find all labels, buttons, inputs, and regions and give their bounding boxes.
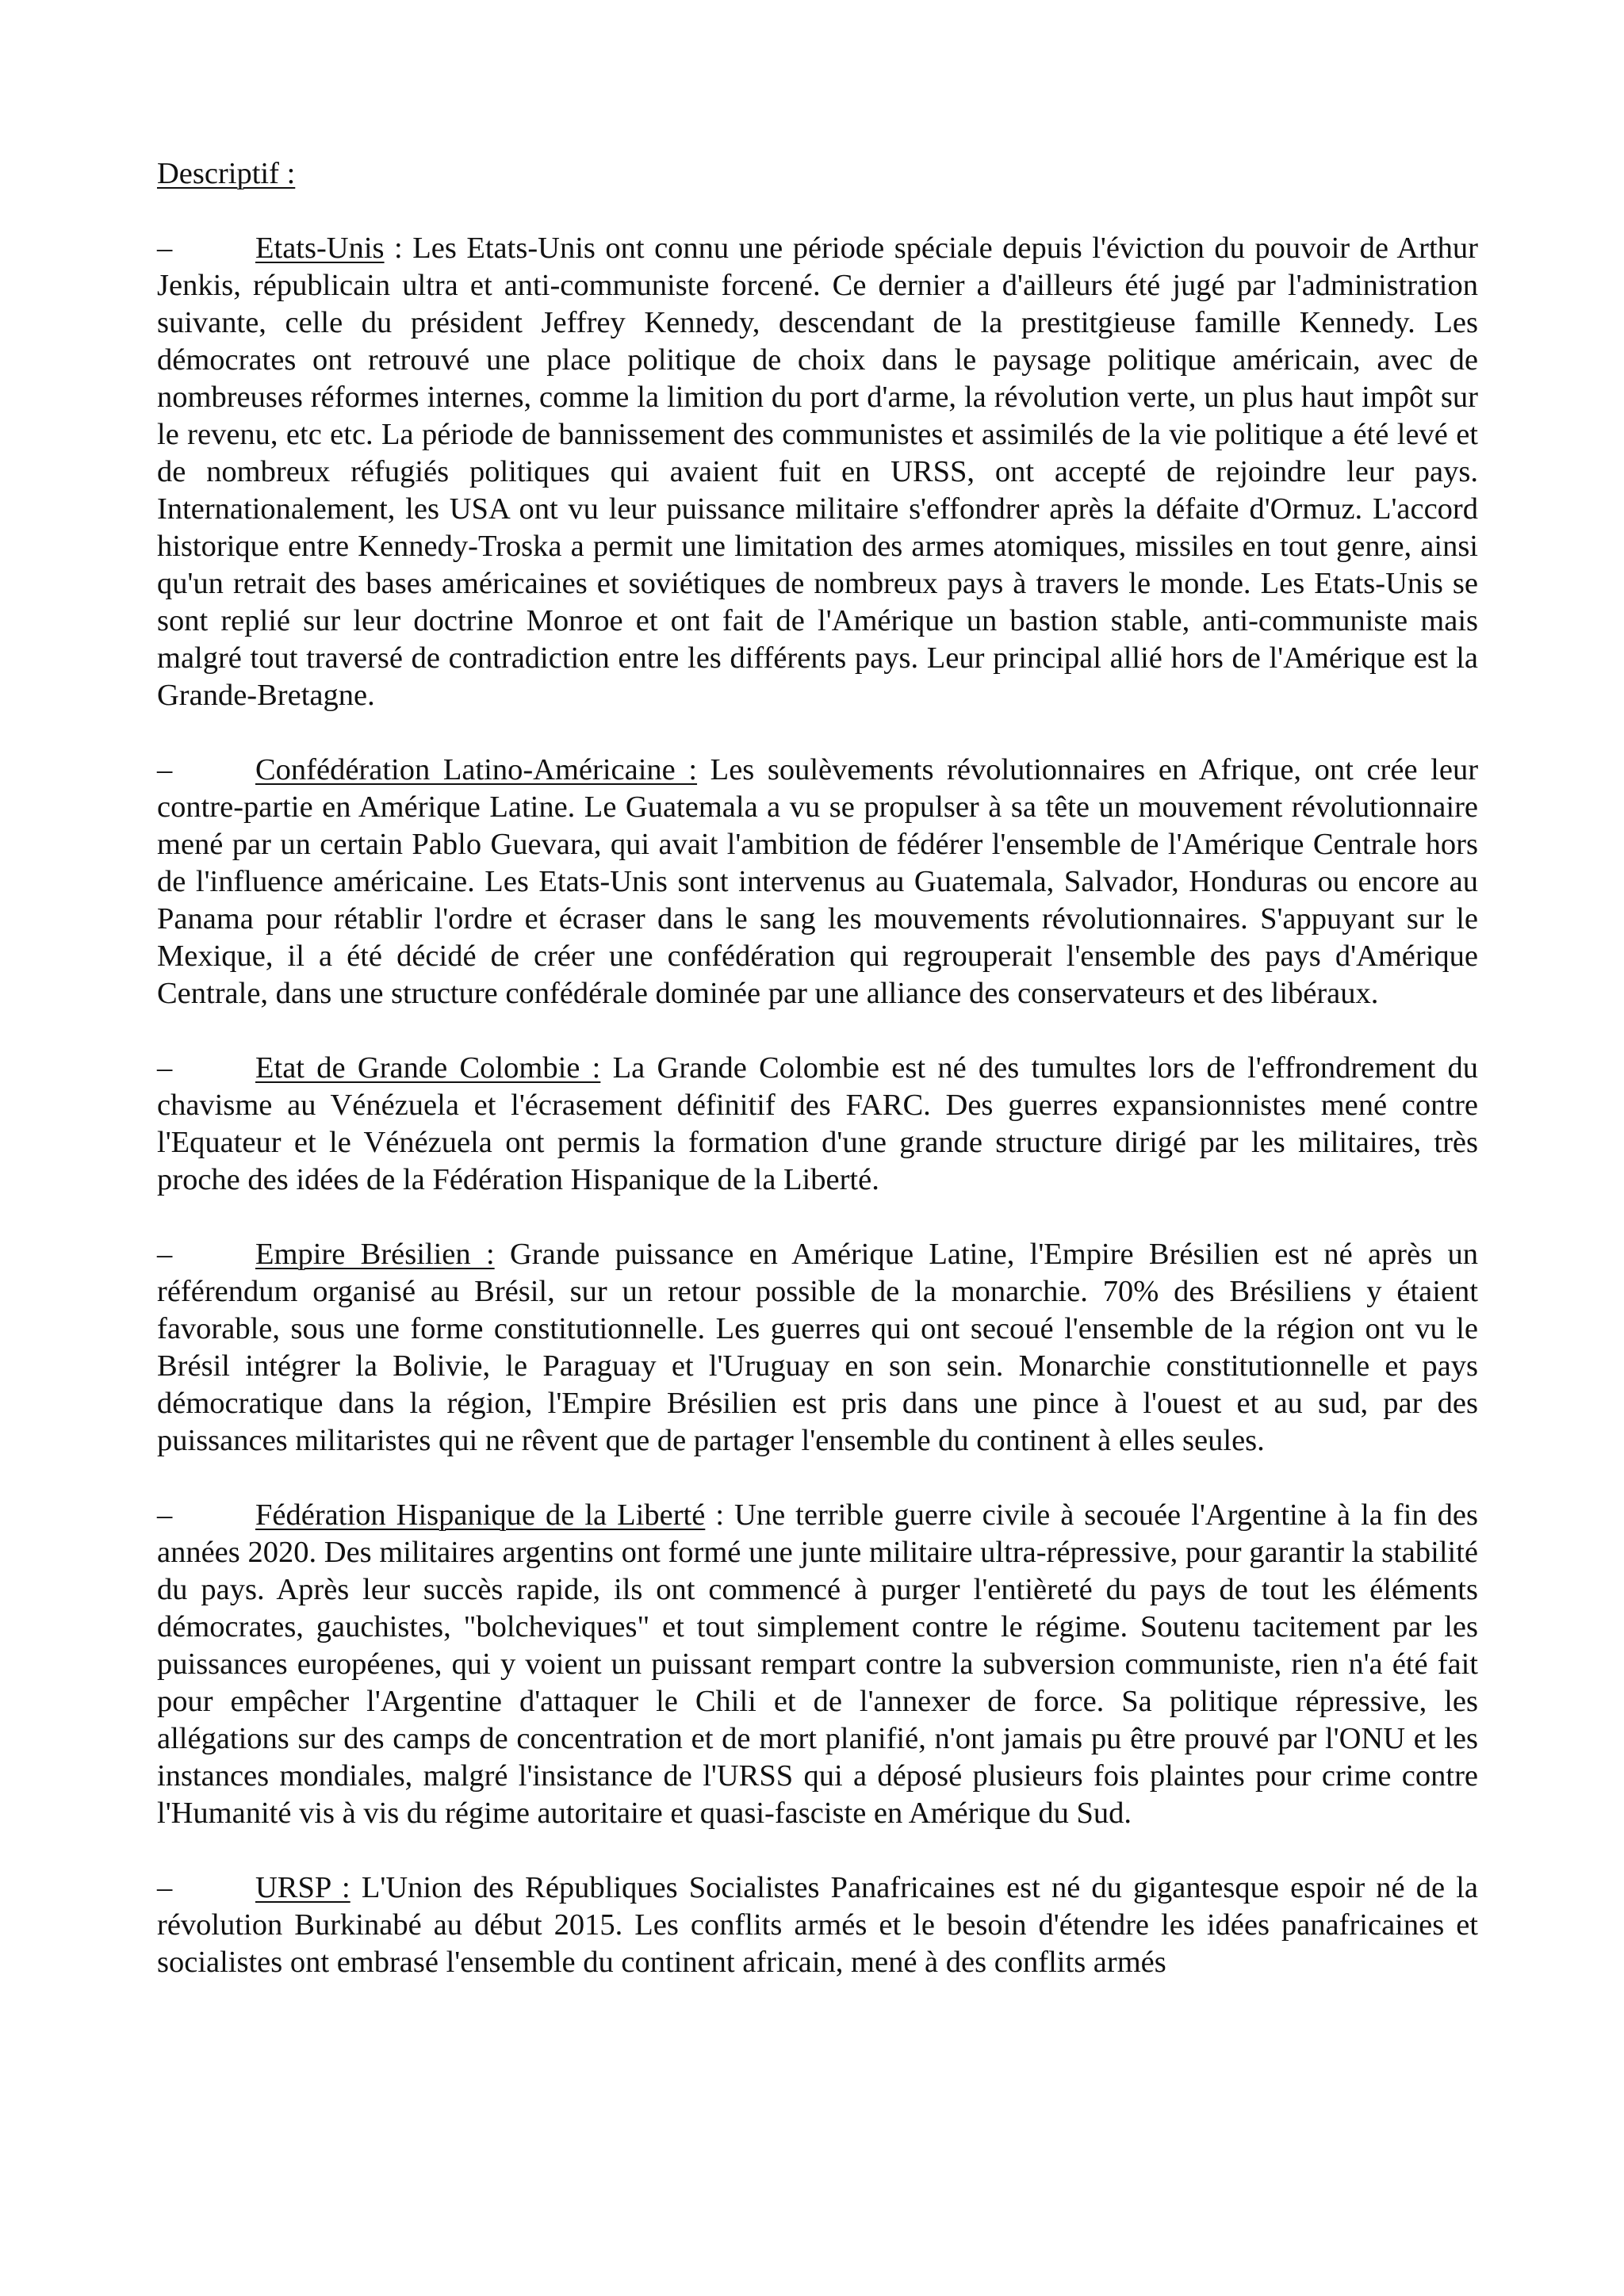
section-body: Grande puissance en Amérique Latine, l'Empire Brésilien est né après un référendum organisé au Brésil, sur un retour possible de la monarchie. 70% des Brésiliens y étaient favorable, sous une forme constitutionnelle. Les guerres qui ont secoué l'ensemble de la région ont vu le Brésil intégrer la Bolivie, le Paraguay et l'Uruguay en son sein. Monarchie constitutionnelle et pays démocratique dans la région, l'Empire Brésilien est pris dans une pince à l'ouest et au sud, par des puissances militaristes qui ne rêvent que de partager l'ensemble du continent à elles seules. <box>157 1238 1479 1457</box>
section-body: Une terrible guerre civile à secouée l'Argentine à la fin des années 2020. Des militaires argentins ont formé une junte militaire ultra-répressive, pour garantir la stabilité du pays. Après leur succès rapide, ils ont commencé à purger l'entièreté du pays de tout les éléments démocrates, gauchistes, "bolcheviques" et tout simplement contre le régime. Soutenu tacitement par les puissances européenes, qui y voient un puissant rempart contre la subversion communiste, rien n'a été fait pour empêcher l'Argentine d'attaquer le Chili et de l'annexer de force. Sa politique répressive, les allégations sur des camps de concentration et de mort planifié, n'ont jamais pu être prouvé par l'ONU et les instances mondiales, malgré l'insistance de l'URSS qui a déposé plusieurs fois plaintes pour crime contre l'Humanité vis à vis du régime autoritaire et quasi-fasciste en Amérique du Sud. <box>157 1498 1478 1830</box>
list-dash: – <box>157 1238 173 1271</box>
list-dash: – <box>157 1871 173 1904</box>
section-title: Etat de Grande Colombie : <box>255 1051 601 1085</box>
list-dash: – <box>157 232 173 265</box>
section-body: L'Union des Républiques Socialistes Panafricaines est né du gigantesque espoir né de la révolution Burkinabé au début 2015. Les conflits armés et le besoin d'étendre les idées panafricaines et socialistes ont embrasé l'ensemble du continent africain, mené à des conflits armés <box>157 1871 1479 1979</box>
section-separator: : <box>384 232 413 265</box>
section-confederation-latino-americaine <box>157 752 1478 1012</box>
section-federation-hispanique <box>157 1497 1478 1832</box>
section-separator <box>697 753 710 786</box>
section-body: Les Etats-Unis ont connu une période spéciale depuis l'éviction du pouvoir de Arthur Jenkis, républicain ultra et anti-communiste forcené. Ce dernier a d'ailleurs été jugé par l'administration suivante, celle du président Jeffrey Kennedy, descendant de la prestitgieuse famille Kennedy. Les démocrates ont retrouvé une place politique de choix dans le paysage politique américain, avec de nombreuses réformes internes, comme la limition du port d'arme, la révolution verte, un plus haut impôt sur le revenu, etc etc. La période de bannissement des communistes et assimilés de la vie politique a été levé et de nombreux réfugiés politiques qui avaient fuit en URSS, ont accepté de rejoindre leur pays. Internationalement, les USA ont vu leur puissance militaire s'effondrer après la défaite d'Ormuz. L'accord historique entre Kennedy-Troska a permit une limitation des armes atomiques, missiles en tout genre, ainsi qu'un retrait des bases américaines et soviétiques de nombreux pays à travers le monde. Les Etats-Unis se sont replié sur leur doctrine Monroe et ont fait de l'Amérique un bastion stable, anti-communiste mais malgré tout traversé de contradiction entre les différents pays. Leur principal allié hors de l'Amérique est la Grande-Bretagne. <box>157 232 1478 712</box>
section-empire-bresilien <box>157 1236 1478 1460</box>
list-dash: – <box>157 1498 173 1532</box>
section-body: Les soulèvements révolutionnaires en Afrique, ont crée leur contre-partie en Amérique Latine. Le Guatemala a vu se propulser à sa tête un mouvement révolutionnaire mené par un certain Pablo Guevara, qui avait l'ambition de fédérer l'ensemble de l'Amérique Centrale hors de l'influence américaine. Les Etats-Unis sont intervenus au Guatemala, Salvador, Honduras ou encore au Panama pour rétablir l'ordre et écraser dans le sang les mouvements révolutionnaires. S'appuyant sur le Mexique, il a été décidé de créer une confédération qui regrouperait l'ensemble des pays d'Amérique Centrale, dans une structure confédérale dominée par une alliance des conservateurs et des libéraux. <box>157 753 1479 1010</box>
section-separator <box>495 1238 510 1271</box>
section-etats-unis <box>157 230 1478 714</box>
section-title: Fédération Hispanique de la Liberté <box>255 1498 706 1532</box>
section-title: Empire Brésilien : <box>255 1238 495 1271</box>
document-heading: Descriptif : <box>157 157 296 190</box>
section-title: Confédération Latino-Américaine : <box>255 753 698 786</box>
section-body: La Grande Colombie est né des tumultes lors de l'effrondrement du chavisme au Vénézuela et l'écrasement définitif des FARC. Des guerres expansionnistes mené contre l'Equateur et le Vénézuela ont permis la formation d'une grande structure dirigé par les militaires, très proche des idées de la Fédération Hispanique de la Liberté. <box>157 1051 1479 1196</box>
section-ursp <box>157 1869 1478 1981</box>
section-title: URSP : <box>255 1871 350 1904</box>
section-separator <box>600 1051 612 1085</box>
list-dash: – <box>157 753 173 786</box>
section-separator: : <box>705 1498 735 1532</box>
section-separator <box>350 1871 362 1904</box>
section-grande-colombie <box>157 1050 1478 1199</box>
list-dash: – <box>157 1051 173 1085</box>
document-page <box>157 155 1478 2019</box>
section-title: Etats-Unis <box>255 232 385 265</box>
